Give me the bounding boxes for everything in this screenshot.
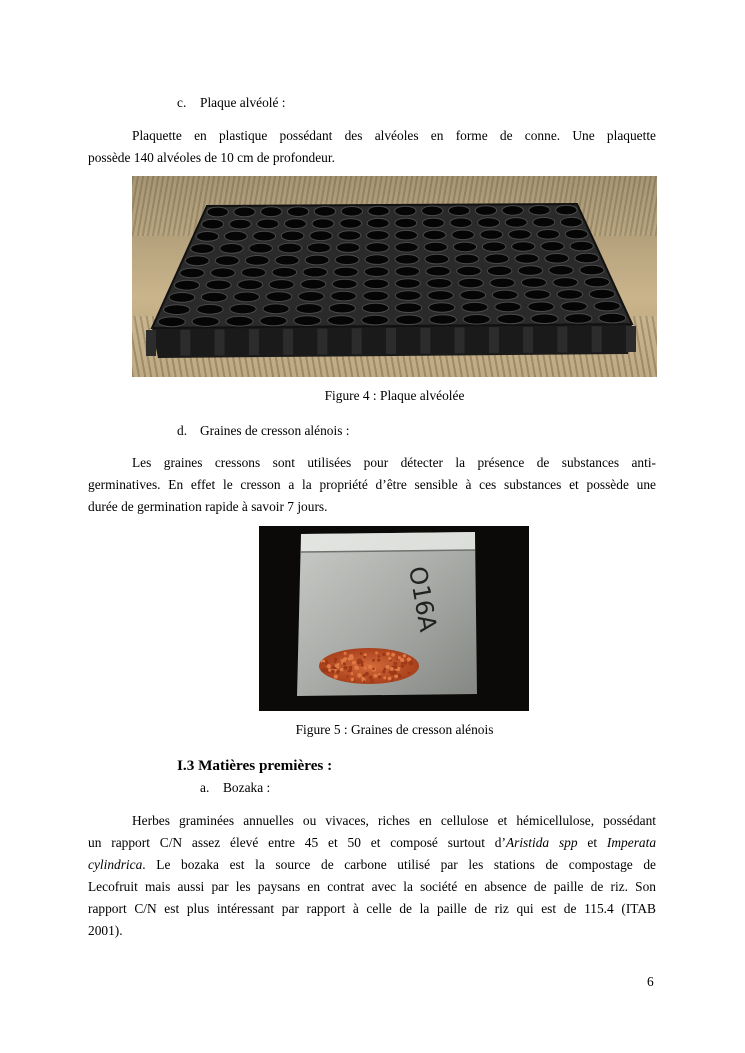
section-d-title: Graines de cresson alénois :	[200, 423, 350, 438]
section-c-paragraph-line-2: possède 140 alvéoles de 10 cm de profondeur.	[88, 150, 335, 165]
figure-4-caption: Figure 4 : Plaque alvéolée	[324, 388, 465, 403]
section-c-paragraph-line-1: Plaquette en plastique possédant des alvéoles en forme de conne. Une plaquette	[132, 128, 656, 143]
figure-4-seedling-tray-photo	[132, 176, 657, 377]
section-a-line-3-text: . Le bozaka est la source de carbone utilisé par les stations de compostage de	[142, 857, 656, 872]
species-cylindrica: cylindrica	[88, 857, 143, 872]
section-d-paragraph-line-1: Les graines cressons sont utilisées pour détecter la présence de substances anti-	[132, 455, 656, 470]
page-number: 6	[647, 974, 654, 989]
figure-5-caption: Figure 5 : Graines de cresson alénois	[295, 722, 494, 737]
section-d-paragraph-line-3: durée de germination rapide à savoir 7 jours.	[88, 499, 328, 514]
bag-label: O16A	[403, 564, 443, 634]
section-a-line-1: Herbes graminées annuelles ou vivaces, riches en cellulose et hémicellulose, possédant	[132, 813, 656, 828]
species-aristida: Aristida spp	[505, 835, 578, 850]
section-i3-heading: I.3 Matières premières :	[177, 757, 333, 774]
section-a-line-6: 2001).	[88, 923, 123, 938]
section-a-marker: a.	[200, 780, 210, 795]
section-a-line-2-mid: et	[577, 835, 607, 850]
figure-5-seed-bag-photo	[259, 526, 529, 711]
section-d-marker: d.	[177, 423, 188, 438]
species-imperata: Imperata	[606, 835, 657, 850]
section-c-marker: c.	[177, 95, 187, 110]
section-d-paragraph-line-2: germinatives. En effet le cresson a la propriété d’être sensible à ces substances et possède une	[88, 477, 656, 492]
section-c-title: Plaque alvéolé :	[200, 95, 286, 110]
section-a-line-5: rapport C/N est plus intéressant par rapport à celle de la paille de riz qui est de 115.4 (ITAB	[88, 901, 656, 916]
seedling-tray-illustration	[132, 176, 657, 377]
section-a-line-2-text: un rapport C/N assez élevé entre 45 et 50 et composé surtout d’	[88, 835, 506, 850]
section-a-line-2	[88, 835, 656, 851]
section-a-line-3	[88, 857, 656, 873]
section-a-line-4: Lecofruit mais aussi par les paysans en contrat avec la société en absence de paille de riz. Son	[88, 879, 656, 894]
section-a-title: Bozaka :	[223, 780, 271, 795]
